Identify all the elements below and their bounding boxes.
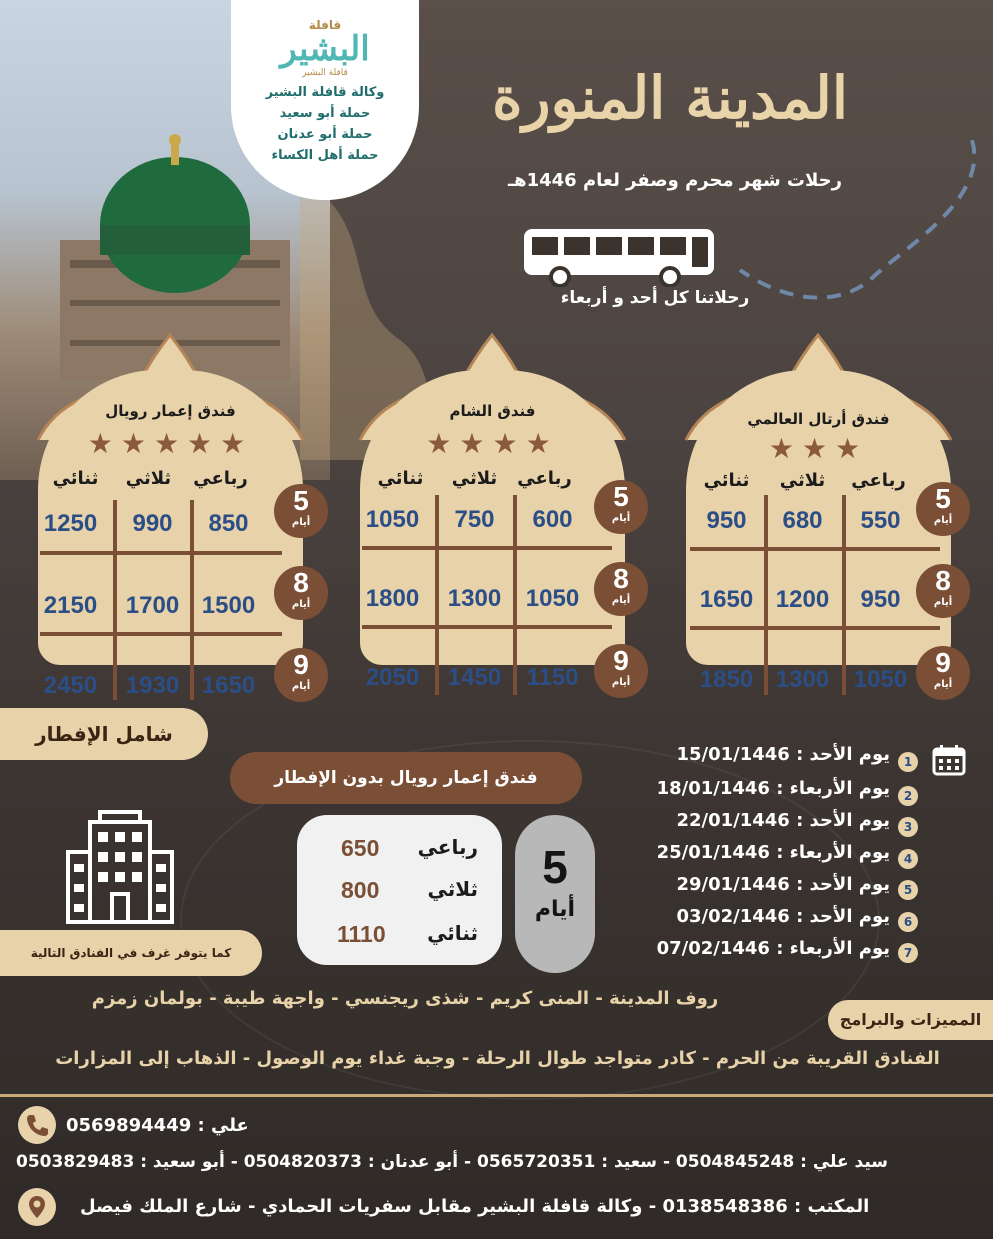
grid-line	[40, 632, 282, 636]
room-price: 800	[341, 877, 380, 903]
schedule-number: 5	[898, 880, 918, 900]
grid-line	[190, 500, 194, 700]
room-type: رباعي	[417, 835, 478, 859]
price-cell: 990	[132, 510, 173, 537]
logo-line: حملة أهل الكساء	[271, 148, 379, 163]
col-head-triple: ثلاثي	[125, 468, 172, 489]
col-head-double: ثنائي	[52, 468, 99, 489]
schedule-number: 2	[898, 786, 918, 806]
price-cell: 1650	[201, 672, 256, 699]
logo-line: وكالة قافلة البشير	[265, 85, 385, 100]
logo-tagline: قافلة البشير	[302, 68, 348, 78]
logo-line: حملة أبو عدنان	[277, 127, 373, 142]
building-icon	[60, 808, 180, 926]
other-hotels-list: روف المدينة - المنى كريم - شذى ريجنسي - واجهة طيبة - بولمان زمزم	[91, 988, 719, 1009]
grid-line	[690, 547, 940, 551]
price-cell: 1050	[525, 585, 580, 612]
schedule-number: 4	[898, 849, 918, 869]
days-badge: 5 أيام	[274, 484, 328, 538]
logo-line: حملة أبو سعيد	[279, 106, 371, 121]
grid-line	[113, 500, 117, 700]
grid-line	[362, 546, 612, 550]
price-cell: 1930	[125, 672, 180, 699]
price-cell: 1450	[447, 664, 502, 691]
schedule-number: 1	[898, 752, 918, 772]
days-badge: 9 أيام	[594, 644, 648, 698]
room-price: 650	[341, 835, 380, 861]
room-price: 1110	[337, 921, 386, 947]
col-head-quad: رباعي	[193, 468, 248, 489]
price-cell: 2450	[43, 672, 98, 699]
price-cell: 1050	[853, 666, 908, 693]
schedule-date: يوم الأربعاء : 25/01/1446	[656, 842, 890, 863]
features-text: الفنادق القريبة من الحرم - كادر متواجد طوال الرحلة - وجبة غداء يوم الوصول - الذهاب إلى المزارات	[55, 1048, 940, 1069]
grid-line	[362, 625, 612, 629]
hotel-name: فندق أرتال العالمي	[747, 410, 890, 428]
bus-icon	[520, 225, 720, 287]
logo-mark-top: قافلة	[308, 18, 342, 32]
days-badge: 9 أيام	[274, 648, 328, 702]
days-badge: 8 أيام	[916, 564, 970, 618]
days-badge: 8 أيام	[594, 562, 648, 616]
price-cell: 950	[706, 507, 747, 534]
price-cell: 1150	[526, 664, 579, 691]
price-cell: 1850	[699, 666, 754, 693]
star-rating: ★★★	[768, 432, 869, 465]
col-head-triple: ثلاثي	[779, 470, 826, 491]
hotel-card-al-sham	[350, 330, 631, 691]
phone-icon	[18, 1106, 56, 1144]
col-head-quad: رباعي	[517, 468, 572, 489]
star-rating: ★★★★	[426, 427, 559, 460]
schedule-date: يوم الأربعاء : 07/02/1446	[656, 938, 890, 959]
logo-card	[231, 0, 419, 200]
room-type: ثلاثي	[427, 877, 478, 901]
schedule-date: يوم الأحد : 22/01/1446	[676, 810, 890, 831]
price-cell: 680	[782, 507, 823, 534]
price-cell: 600	[532, 506, 573, 533]
col-head-triple: ثلاثي	[451, 468, 498, 489]
col-head-double: ثنائي	[377, 468, 424, 489]
schedule-date: يوم الأحد : 15/01/1446	[676, 744, 890, 765]
days-number: 5	[542, 841, 568, 893]
price-cell: 1200	[775, 586, 830, 613]
hotel-card-artal	[676, 330, 956, 693]
price-cell: 950	[860, 586, 901, 613]
breakfast-included-badge: شامل الإفطار	[0, 708, 208, 760]
price-cell: 1250	[43, 510, 98, 537]
hotel-card-imar-royal	[28, 330, 311, 699]
col-head-double: ثنائي	[703, 470, 750, 491]
schedule-number: 7	[898, 943, 918, 963]
schedule-date: يوم الأحد : 29/01/1446	[676, 874, 890, 895]
days-unit: أيام	[534, 897, 576, 922]
price-cell: 1300	[447, 585, 502, 612]
price-cell: 550	[860, 507, 901, 534]
trip-days-note: رحلاتنا كل أحد و أربعاء	[560, 288, 750, 308]
calendar-icon	[932, 744, 966, 776]
days-badge: 8 أيام	[274, 566, 328, 620]
price-cell: 1700	[125, 592, 180, 619]
days-badge: 9 أيام	[916, 646, 970, 700]
price-cell: 1500	[201, 592, 256, 619]
page-title: المدينة المنورة	[492, 64, 848, 132]
price-cell: 2150	[43, 592, 98, 619]
grid-line	[513, 495, 517, 695]
days-pill	[515, 815, 595, 973]
rooms-available-badge: كما يتوفر غرف في الفنادق التالية	[0, 930, 262, 976]
grid-line	[842, 495, 846, 695]
grid-line	[435, 495, 439, 695]
schedule-number: 3	[898, 817, 918, 837]
col-head-quad: رباعي	[851, 470, 906, 491]
price-cell: 2050	[365, 664, 420, 691]
contact-numbers[interactable]: سيد علي : 0504845248 - سعيد : 0565720351 - أبو عدنان : 0504820373 - أبو سعيد : 0503829483	[16, 1152, 889, 1172]
grid-line	[764, 495, 768, 695]
price-cell: 850	[208, 510, 249, 537]
separator	[0, 1094, 993, 1097]
grid-line	[690, 626, 940, 630]
logo-mark: البشير	[280, 29, 370, 69]
price-cell: 1800	[365, 585, 420, 612]
no-breakfast-badge: فندق إعمار رويال بدون الإفطار	[230, 752, 582, 804]
price-cell: 1050	[365, 506, 420, 533]
subtitle: رحلات شهر محرم وصفر لعام 1446هـ	[507, 170, 843, 191]
office-address: المكتب : 0138548386 - وكالة قافلة البشير مقابل سفريات الحمادي - شارع الملك فيصل	[80, 1196, 870, 1217]
price-cell: 1300	[775, 666, 830, 693]
days-badge: 5 أيام	[594, 480, 648, 534]
price-cell: 750	[454, 506, 495, 533]
no-breakfast-prices	[297, 815, 502, 965]
hotel-name: فندق إعمار رويال	[105, 402, 236, 420]
contact-ali[interactable]: علي : 0569894449	[66, 1115, 249, 1136]
room-type: ثنائي	[427, 921, 478, 945]
price-cell: 1650	[699, 586, 754, 613]
days-badge: 5 أيام	[916, 482, 970, 536]
schedule-number: 6	[898, 912, 918, 932]
star-rating: ★★★★★	[87, 427, 254, 460]
dashed-route	[700, 140, 990, 310]
schedule-date: يوم الأحد : 03/02/1446	[676, 906, 890, 927]
hotel-name: فندق الشام	[449, 402, 536, 420]
location-pin-icon	[18, 1188, 56, 1226]
schedule-date: يوم الأربعاء : 18/01/1446	[656, 778, 890, 799]
features-label: المميزات والبرامج	[828, 1000, 993, 1040]
grid-line	[40, 551, 282, 555]
